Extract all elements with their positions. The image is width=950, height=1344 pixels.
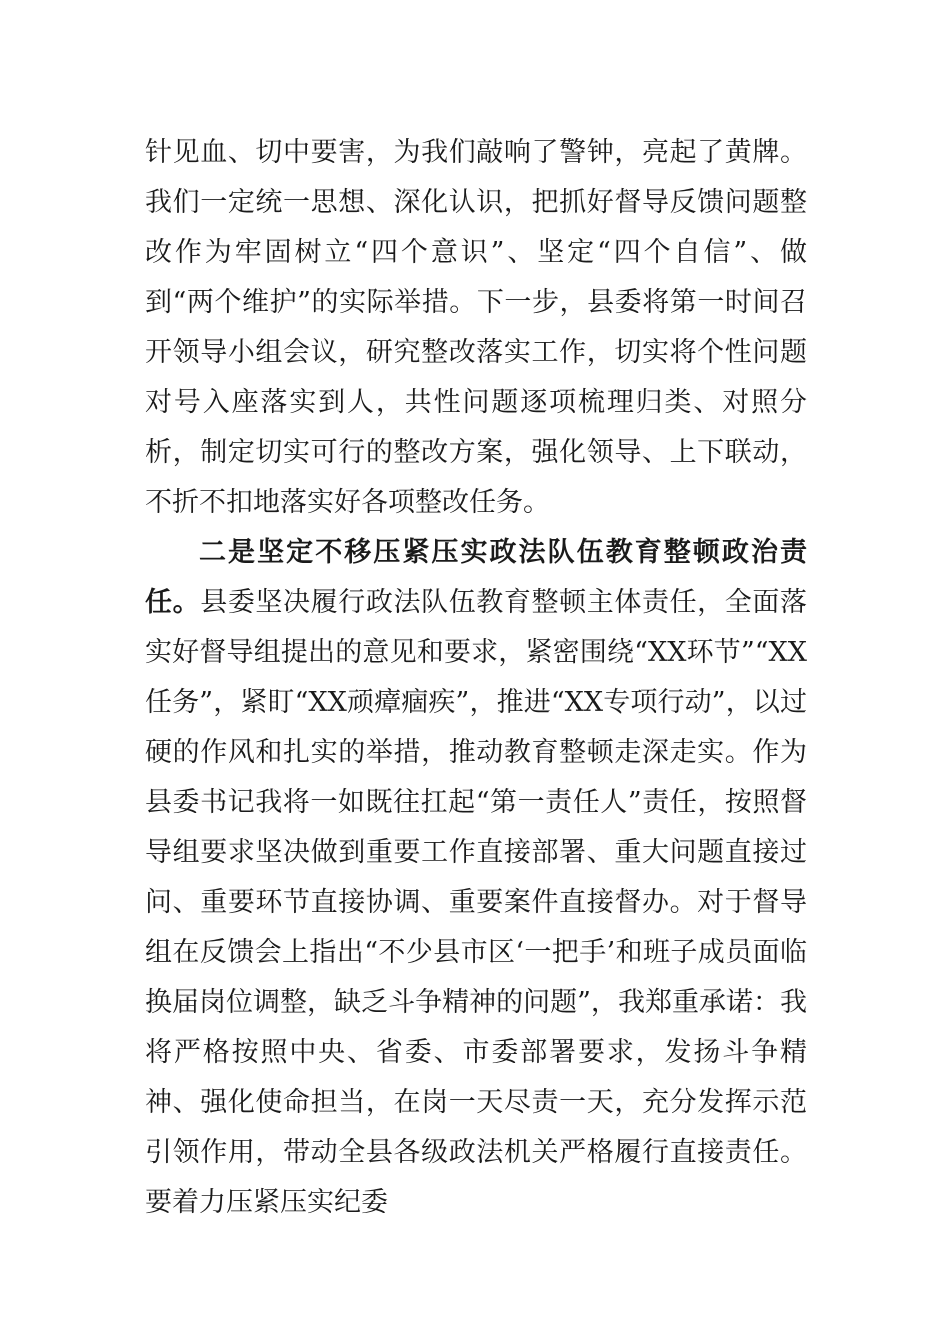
document-body [145,128,807,1228]
section-two-heading: 二是坚定不移压紧压实政法队伍教育整顿政治责任。 [145,537,807,618]
paragraph-section-two [145,528,807,1228]
paragraph-continuation: 针见血、切中要害，为我们敲响了警钟，亮起了黄牌。我们一定统一思想、深化认识，把抓好督导反馈问题整改作为牢固树立“四个意识”、坚定“四个自信”、做到“两个维护”的实际举措。下一步，县委将第一时间召开领导小组会议，研究整改落实工作，切实将个性问题对号入座落实到人，共性问题逐项梳理归类、对照分析，制定切实可行的整改方案，强化领导、上下联动，不折不扣地落实好各项整改任务。 [145,137,807,518]
section-two-body: 县委坚决履行政法队伍教育整顿主体责任，全面落实好督导组提出的意见和要求，紧密围绕“XX环节”“XX任务”，紧盯“XX顽瘴痼疾”，推进“XX专项行动”，以过硬的作风和扎实的举措，推动教育整顿走深走实。作为县委书记我将一如既往扛起“第一责任人”责任，按照督导组要求坚决做到重要工作直接部署、重大问题直接过问、重要环节直接协调、重要案件直接督办。对于督导组在反馈会上指出“不少县市区‘一把手’和班子成员面临换届岗位调整，缺乏斗争精神的问题”，我郑重承诺：我将严格按照中央、省委、市委部署要求，发扬斗争精神、强化使命担当，在岗一天尽责一天，充分发挥示范引领作用，带动全县各级政法机关严格履行直接责任。要着力压紧压实纪委 [145,587,808,1218]
